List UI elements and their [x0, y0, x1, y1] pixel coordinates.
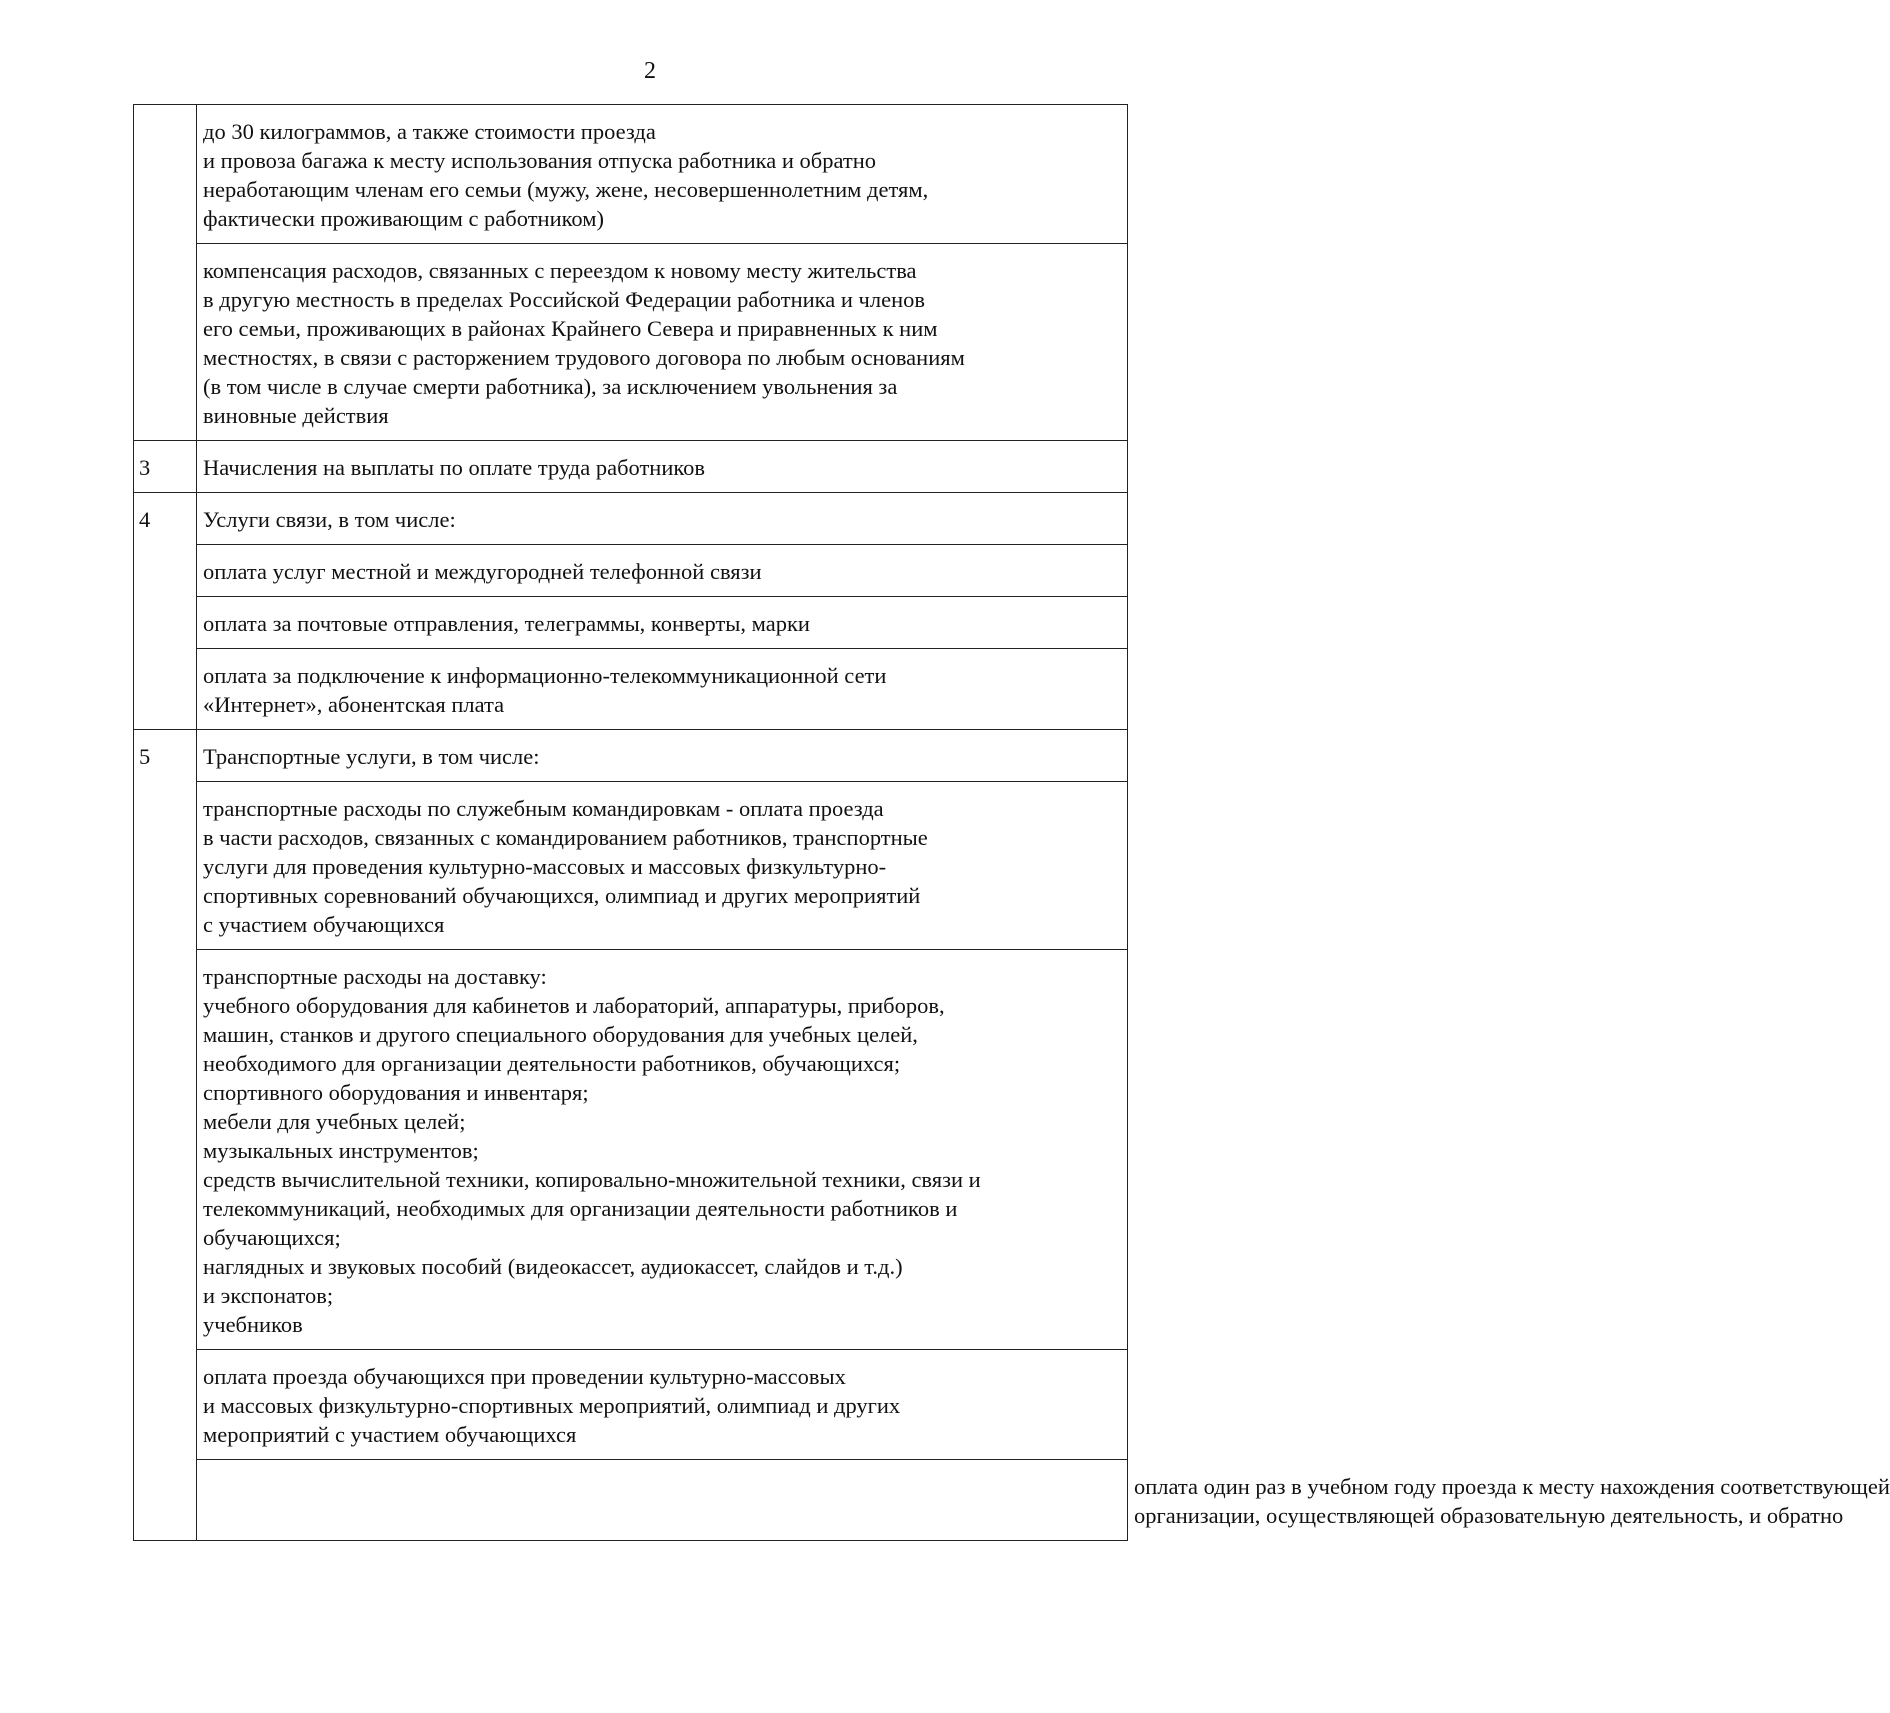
text-line: виновные действия	[203, 403, 389, 428]
text-line: транспортные расходы на доставку:	[203, 964, 547, 989]
row-number-cell	[197, 1460, 1128, 1541]
text-line: (в том числе в случае смерти работника), за исключением увольнения за	[203, 374, 898, 399]
table-row	[134, 545, 1128, 597]
row-text-cell	[197, 730, 1128, 782]
row-text-cell	[197, 950, 1128, 1350]
row-number-cell	[134, 105, 197, 441]
text-line: транспортные расходы по служебным командировкам - оплата проезда	[203, 796, 884, 821]
text-line: спортивного оборудования и инвентаря;	[203, 1080, 589, 1105]
table-row	[134, 493, 1128, 545]
table-row	[134, 1350, 1128, 1460]
row-text-cell	[197, 1350, 1128, 1460]
table-row: оплата один раз в учебном году проезда к месту нахождения соответствующей организации, осуществляющей образовательную деятельность, и обратно	[134, 1460, 1128, 1541]
text-line: обучающихся;	[203, 1225, 341, 1250]
text-line: оплата за почтовые отправления, телеграммы, конверты, марки	[203, 611, 810, 636]
row-number-cell: 5	[134, 730, 197, 1541]
text-line: его семьи, проживающих в районах Крайнего Севера и приравненных к ним	[203, 316, 938, 341]
text-line: средств вычислительной техники, копировально-множительной техники, связи и	[203, 1167, 981, 1192]
table-row	[134, 782, 1128, 950]
text-line: машин, станков и другого специального оборудования для учебных целей,	[203, 1022, 918, 1047]
text-line: учебников	[203, 1312, 303, 1337]
table-row	[134, 244, 1128, 441]
text-line: до 30 килограммов, а также стоимости проезда	[203, 119, 656, 144]
text-line: оплата за подключение к информационно-телекоммуникационной сети	[203, 663, 887, 688]
text-line: оплата услуг местной и междугородней телефонной связи	[203, 559, 762, 584]
text-line: Начисления на выплаты по оплате труда работников	[203, 455, 706, 480]
text-line: в другую местность в пределах Российской Федерации работника и членов	[203, 287, 925, 312]
row-number-cell: 4	[134, 493, 197, 730]
text-line: музыкальных инструментов;	[203, 1138, 479, 1163]
row-number-cell: 3	[134, 441, 197, 493]
text-line: мебели для учебных целей;	[203, 1109, 466, 1134]
row-text-cell	[197, 597, 1128, 649]
expense-table	[133, 104, 1890, 1541]
row-text-cell	[197, 493, 1128, 545]
text-line: учебного оборудования для кабинетов и лабораторий, аппаратуры, приборов,	[203, 993, 945, 1018]
text-line: и массовых физкультурно-спортивных мероприятий, олимпиад и других	[203, 1393, 901, 1418]
row-text-cell	[197, 244, 1128, 441]
text-line: спортивных соревнований обучающихся, олимпиад и других мероприятий	[203, 883, 921, 908]
table-row	[134, 730, 1128, 782]
row-text-cell	[197, 782, 1128, 950]
table-row	[134, 950, 1128, 1350]
table-row	[134, 649, 1128, 730]
text-line: необходимого для организации деятельности работников, обучающихся;	[203, 1051, 901, 1076]
text-line: и экспонатов;	[203, 1283, 334, 1308]
table-row	[134, 105, 1128, 244]
text-line: Услуги связи, в том числе:	[203, 507, 456, 532]
text-line: фактически проживающим с работником)	[203, 206, 604, 231]
text-line: «Интернет», абонентская плата	[203, 692, 505, 717]
text-line: в части расходов, связанных с командированием работников, транспортные	[203, 825, 928, 850]
text-line: местностях, в связи с расторжением трудового договора по любым основаниям	[203, 345, 965, 370]
text-line: компенсация расходов, связанных с переездом к новому месту жительства	[203, 258, 917, 283]
text-line: наглядных и звуковых пособий (видеокассет, аудиокассет, слайдов и т.д.)	[203, 1254, 903, 1279]
row-text-cell	[197, 545, 1128, 597]
text-line: услуги для проведения культурно-массовых и массовых физкультурно-	[203, 854, 887, 879]
text-line: оплата проезда обучающихся при проведении культурно-массовых	[203, 1364, 846, 1389]
expense-table-body	[134, 105, 1890, 1541]
table-row	[134, 597, 1128, 649]
text-line: с участием обучающихся	[203, 912, 445, 937]
text-line: Транспортные услуги, в том числе:	[203, 744, 540, 769]
row-text-cell	[197, 649, 1128, 730]
text-line: мероприятий с участием обучающихся	[203, 1422, 577, 1447]
text-line: неработающим членам его семьи (мужу, жене, несовершеннолетним детям,	[203, 177, 929, 202]
row-text-cell	[197, 105, 1128, 244]
text-line: и провоза багажа к месту использования отпуска работника и обратно	[203, 148, 877, 173]
page-number: 2	[644, 58, 656, 84]
row-text-cell	[197, 441, 1128, 493]
text-line: телекоммуникаций, необходимых для организации деятельности работников и	[203, 1196, 958, 1221]
table-row	[134, 441, 1128, 493]
